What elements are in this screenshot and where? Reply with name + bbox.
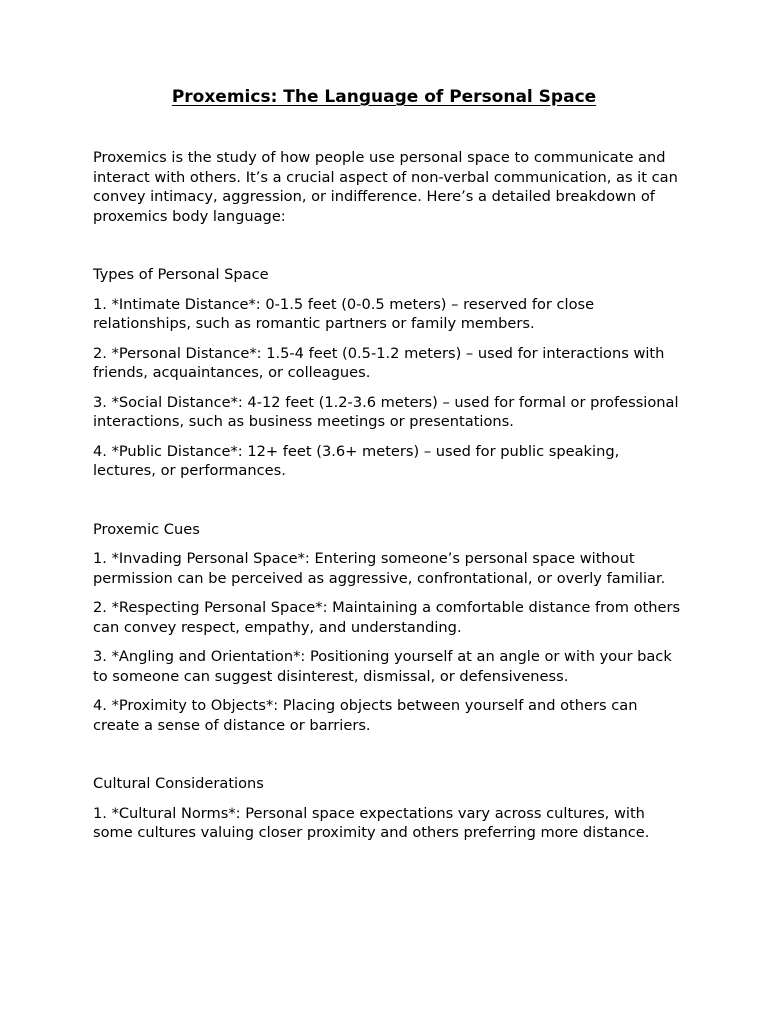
list-item: 1. *Invading Personal Space*: Entering someone’s personal space without permission can be perceived as aggressive, confrontational, or overly familiar. (93, 550, 666, 587)
document-body (93, 148, 683, 853)
section-heading-types: Types of Personal Space (93, 266, 269, 283)
intro-paragraph: Proxemics is the study of how people use personal space to communicate and interact with others. It’s a crucial aspect of non-verbal communication, as it can convey intimacy, aggression, or indifference. Here’s a detailed breakdown of proxemics body language: (93, 149, 678, 225)
list-item: 4. *Public Distance*: 12+ feet (3.6+ meters) – used for public speaking, lectures, or performances. (93, 442, 620, 479)
list-item: 1. *Intimate Distance*: 0-1.5 feet (0-0.5 meters) – reserved for close relationships, such as romantic partners or family members. (93, 295, 595, 332)
list-item: 3. *Social Distance*: 4-12 feet (1.2-3.6 meters) – used for formal or professional interactions, such as business meetings or presentations. (93, 393, 679, 430)
list-item: 4. *Proximity to Objects*: Placing objects between yourself and others can create a sense of distance or barriers. (93, 697, 638, 734)
list-item: 1. *Cultural Norms*: Personal space expectations vary across cultures, with some cultures valuing closer proximity and others preferring more distance. (93, 804, 650, 841)
list-item: 3. *Angling and Orientation*: Positioning yourself at an angle or with your back to someone can suggest disinterest, dismissal, or defensiveness. (93, 648, 672, 685)
section-heading-cultural: Cultural Considerations (93, 775, 264, 792)
section-heading-cues: Proxemic Cues (93, 520, 200, 538)
list-item: 2. *Personal Distance*: 1.5-4 feet (0.5-1.2 meters) – used for interactions with friends, acquaintances, or colleagues. (93, 344, 665, 381)
document-title: Proxemics: The Language of Personal Space (171, 87, 597, 107)
list-item: 2. *Respecting Personal Space*: Maintaining a comfortable distance from others can convey respect, empathy, and understanding. (93, 599, 681, 636)
